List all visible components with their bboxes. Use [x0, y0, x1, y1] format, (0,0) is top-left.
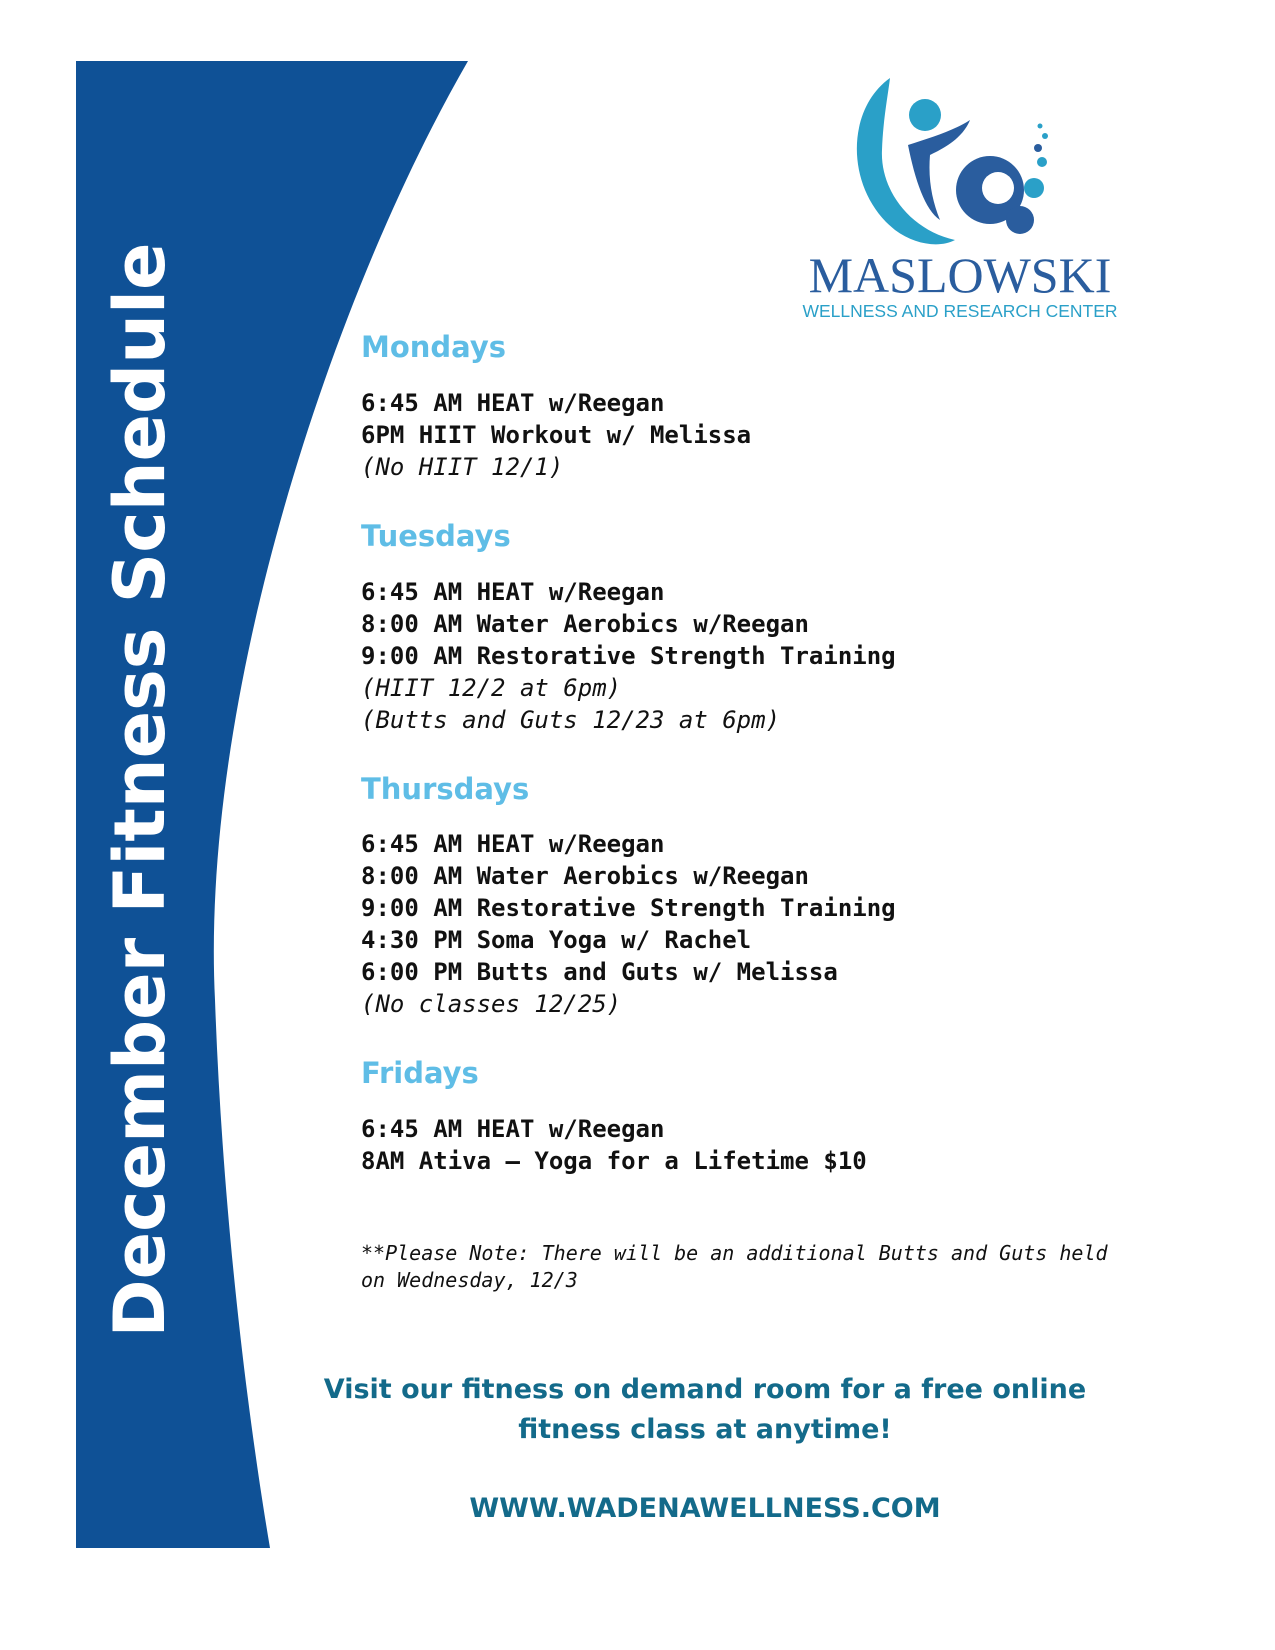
class-item: 6:45 AM HEAT w/Reegan: [361, 577, 665, 606]
logo-icon: [790, 70, 1130, 250]
class-note: (Butts and Guts 12/23 at 6pm): [361, 705, 781, 734]
class-item: 8AM Ativa – Yoga for a Lifetime $10: [361, 1147, 867, 1176]
logo-subtitle: WELLNESS AND RESEARCH CENTER: [802, 301, 1118, 321]
footnote: **Please Note: There will be an additional Butts and Guts held on Wednesday, 12/3: [361, 1241, 1108, 1292]
day-mondays: [361, 330, 1161, 483]
class-note: (HIIT 12/2 at 6pm): [361, 673, 622, 702]
day-heading: Fridays: [361, 1056, 479, 1091]
day-heading: Thursdays: [361, 771, 530, 806]
website-link[interactable]: WWW.WADENAWELLNESS.COM: [469, 1493, 941, 1524]
schedule: [361, 330, 1161, 1213]
day-thursdays: [361, 772, 1161, 1021]
maslowski-logo: [790, 70, 1130, 330]
class-item: 4:30 PM Soma Yoga w/ Rachel: [361, 926, 752, 955]
class-item: 6:45 AM HEAT w/Reegan: [361, 388, 665, 417]
class-note: (No classes 12/25): [361, 990, 622, 1019]
logo-wordmark: MASLOWSKI: [808, 247, 1112, 303]
class-item: 6PM HIIT Workout w/ Melissa: [361, 420, 752, 449]
page-title: December Fitness Schedule: [99, 242, 181, 1338]
class-item: 8:00 AM Water Aerobics w/Reegan: [361, 862, 809, 891]
promo-text: Visit our fitness on demand room for a free online fitness class at anytime!: [323, 1374, 1087, 1445]
day-heading: Mondays: [361, 330, 507, 364]
class-item: 9:00 AM Restorative Strength Training: [361, 894, 896, 923]
class-item: 6:00 PM Butts and Guts w/ Melissa: [361, 958, 838, 987]
class-item: 6:45 AM HEAT w/Reegan: [361, 1115, 665, 1144]
class-item: 9:00 AM Restorative Strength Training: [361, 641, 896, 670]
day-fridays: [361, 1056, 1161, 1177]
day-tuesdays: [361, 519, 1161, 736]
class-item: 6:45 AM HEAT w/Reegan: [361, 830, 665, 859]
class-note: (No HIIT 12/1): [361, 452, 564, 481]
day-heading: Tuesdays: [361, 518, 511, 553]
class-item: 8:00 AM Water Aerobics w/Reegan: [361, 609, 809, 638]
